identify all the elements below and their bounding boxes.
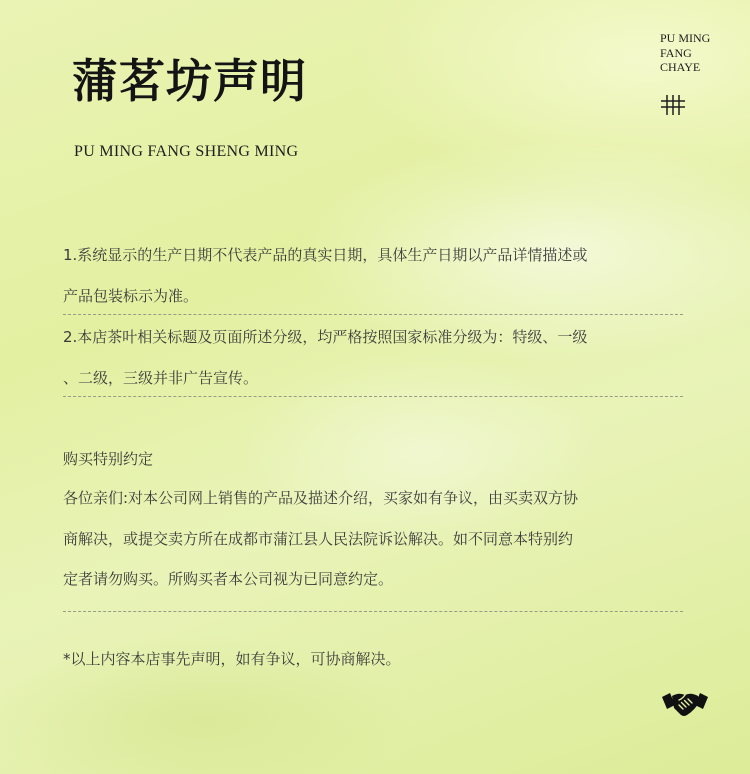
divider <box>63 314 683 315</box>
brand-line: FANG <box>660 45 692 60</box>
divider <box>63 396 683 397</box>
hash-icon <box>661 95 685 115</box>
agreement-line-1: 各位亲们:对本公司网上销售的产品及描述介绍，买家如有争议，由买卖双方协 <box>63 489 579 507</box>
statement-2-line-2: 、二级，三级并非广告宣传。 <box>63 369 259 387</box>
statement-1-line-1: 1.系统显示的生产日期不代表产品的真实日期，具体生产日期以产品详情描述或 <box>63 246 588 264</box>
statement-1-line-2: 产品包装标示为准。 <box>63 287 199 305</box>
agreement-line-3: 定者请勿购买。所购买者本公司视为已同意约定。 <box>63 570 394 588</box>
footnote: *以上内容本店事先声明，如有争议，可协商解决。 <box>63 650 401 668</box>
agreement-heading: 购买特别约定 <box>63 450 154 468</box>
brand-line: PU MING <box>660 31 711 45</box>
divider <box>63 611 683 612</box>
brand-line: CHAYE <box>660 60 701 74</box>
page-subtitle: PU MING FANG SHENG MING <box>74 143 299 160</box>
statement-2-line-1: 2.本店茶叶相关标题及页面所述分级，均严格按照国家标准分级为：特级、一级 <box>63 328 588 346</box>
agreement-line-2: 商解决，或提交卖方所在成都市蒲江县人民法院诉讼解决。如不同意本特别约 <box>63 530 574 548</box>
brand-mark <box>660 31 710 75</box>
handshake-icon <box>662 688 708 718</box>
page-title: 蒲茗坊声明 <box>72 54 307 108</box>
